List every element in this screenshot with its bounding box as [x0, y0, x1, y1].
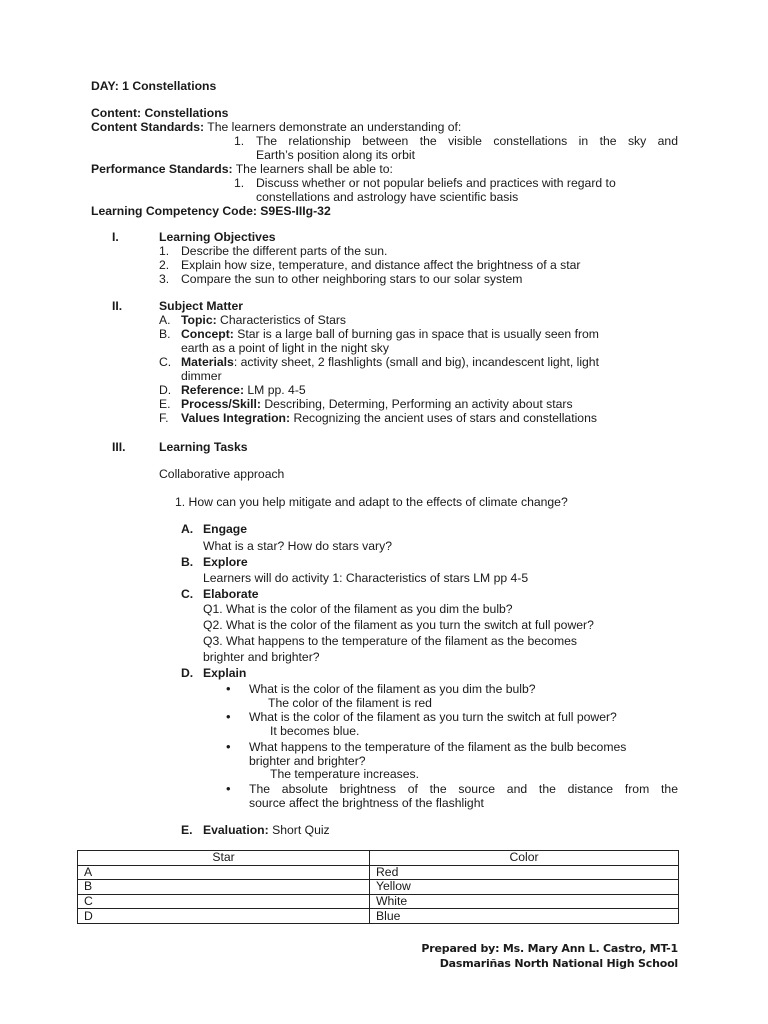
table-row [78, 880, 679, 895]
explain-answer: It becomes blue. [270, 724, 360, 738]
subject-item-text: Describing, Determing, Performing an activity about stars [264, 397, 573, 411]
table-header-row [78, 851, 679, 866]
competency-label: Learning Competency Code: [91, 204, 257, 218]
explain-statement: The absolute brightness of the source and the distance from the [249, 782, 678, 796]
explain-question: What happens to the temperature of the filament as the bulb becomes [249, 740, 627, 754]
elaborate-line: brighter and brighter? [203, 650, 320, 664]
table-cell-color: White [370, 894, 679, 909]
prepared-by: Prepared by: Ms. Mary Ann L. Castro, MT-1 [421, 942, 678, 955]
competency-line [91, 204, 331, 218]
objective-num: 2. [159, 258, 170, 272]
section3-numeral: III. [112, 440, 126, 454]
bullet-icon: • [226, 709, 231, 724]
subject-letter: A. [159, 313, 171, 327]
subject-item-label: Materials [181, 355, 234, 369]
competency-code: S9ES-IIIg-32 [260, 204, 331, 218]
section2-numeral: II. [112, 299, 123, 313]
elaborate-line: Q3. What happens to the temperature of the filament as the becomes [203, 634, 577, 648]
table-cell-star: D [78, 909, 370, 924]
subject-letter: C. [159, 355, 172, 369]
subject-item-text: LM pp. 4-5 [247, 383, 306, 397]
subject-item-text: : activity sheet, 2 flashlights (small and big), incandescent light, light [233, 355, 599, 369]
subject-item-text-cont: earth as a point of light in the night sky [181, 341, 389, 355]
explain-answer: The color of the filament is red [268, 696, 432, 710]
bullet-icon: • [226, 681, 231, 696]
elaborate-heading: Elaborate [203, 587, 259, 601]
explain-question-cont: brighter and brighter? [249, 754, 366, 768]
explain-heading: Explain [203, 666, 247, 680]
subject-item-text: Recognizing the ancient uses of stars and constellations [293, 411, 597, 425]
table-row [78, 909, 679, 924]
subject-letter: D. [159, 383, 172, 397]
performance-standards-item-line2: constellations and astrology have scientific basis [256, 190, 519, 204]
subject-letter: B. [159, 327, 171, 341]
evaluation-line [203, 823, 330, 837]
engage-text: What is a star? How do stars vary? [203, 539, 392, 553]
engage-letter: A. [181, 522, 194, 536]
evaluation-heading: Evaluation: [203, 823, 269, 837]
subject-item-values [181, 411, 597, 425]
explain-question: What is the color of the filament as you dim the bulb? [249, 682, 536, 696]
table-cell-color: Yellow [370, 880, 679, 895]
subject-letter: F. [159, 411, 169, 425]
table-header-star: Star [78, 851, 370, 866]
explain-answer: The temperature increases. [270, 767, 420, 781]
guide-question: 1. How can you help mitigate and adapt to the effects of climate change? [175, 495, 568, 509]
section3-heading: Learning Tasks [159, 440, 248, 454]
approach-text: Collaborative approach [159, 467, 285, 481]
evaluation-text: Short Quiz [272, 823, 330, 837]
subject-item-label: Topic: [181, 313, 217, 327]
subject-item-reference [181, 383, 306, 397]
subject-item-label: Reference: [181, 383, 244, 397]
explain-question: What is the color of the filament as you turn the switch at full power? [249, 710, 617, 724]
performance-standards-num: 1. [234, 176, 245, 190]
objective-num: 1. [159, 244, 170, 258]
content-standards-label: Content Standards: [91, 120, 205, 134]
subject-item-materials [181, 355, 599, 369]
objective-num: 3. [159, 272, 170, 286]
performance-standards-value: The learners shall be able to: [235, 162, 393, 176]
content-value: Constellations [144, 106, 229, 120]
explore-letter: B. [181, 555, 194, 569]
content-standards-num: 1. [234, 134, 245, 148]
performance-standards-line [91, 162, 393, 176]
content-standards-item-line2: Earth’s position along its orbit [256, 148, 415, 162]
performance-standards-item-line1: Discuss whether or not popular beliefs and practices with regard to [256, 176, 616, 190]
subject-item-concept [181, 327, 599, 341]
explain-statement-cont: source affect the brightness of the flashlight [249, 796, 484, 810]
content-standards-line [91, 120, 461, 134]
subject-item-process [181, 397, 573, 411]
explore-heading: Explore [203, 555, 248, 569]
day-title: DAY: 1 Constellations [91, 79, 217, 93]
table-row [78, 894, 679, 909]
subject-item-text: Star is a large ball of burning gas in space that is usually seen from [237, 327, 599, 341]
elaborate-line: Q2. What is the color of the filament as you turn the switch at full power? [203, 618, 594, 632]
table-header-color: Color [370, 851, 679, 866]
objective-text: Explain how size, temperature, and distance affect the brightness of a star [181, 258, 581, 272]
engage-heading: Engage [203, 522, 248, 536]
content-standards-value: The learners demonstrate an understanding of: [207, 120, 462, 134]
content-standards-item-line1: The relationship between the visible constellations in the sky and [256, 134, 678, 148]
table-cell-star: C [78, 894, 370, 909]
content-label: Content: [91, 106, 142, 120]
table-cell-star: A [78, 865, 370, 880]
bullet-icon: • [226, 781, 231, 796]
subject-item-label: Concept: [181, 327, 234, 341]
elaborate-line: Q1. What is the color of the filament as you dim the bulb? [203, 602, 513, 616]
bullet-icon: • [226, 739, 231, 754]
subject-letter: E. [159, 397, 171, 411]
table-row [78, 865, 679, 880]
content-line [91, 106, 228, 120]
subject-item-label: Process/Skill: [181, 397, 261, 411]
evaluation-table [77, 850, 679, 924]
section1-heading: Learning Objectives [159, 230, 276, 244]
section1-numeral: I. [112, 230, 119, 244]
performance-standards-label: Performance Standards: [91, 162, 233, 176]
school-name: Dasmariñas North National High School [439, 957, 678, 970]
table-cell-color: Red [370, 865, 679, 880]
evaluation-letter: E. [181, 823, 193, 837]
subject-item-text-cont: dimmer [181, 369, 222, 383]
table-cell-star: B [78, 880, 370, 895]
section2-heading: Subject Matter [159, 299, 243, 313]
objective-text: Compare the sun to other neighboring stars to our solar system [181, 272, 523, 286]
subject-item-topic [181, 313, 346, 327]
table-cell-color: Blue [370, 909, 679, 924]
objective-text: Describe the different parts of the sun. [181, 244, 388, 258]
explain-letter: D. [181, 666, 194, 680]
elaborate-letter: C. [181, 587, 194, 601]
subject-item-label: Values Integration: [181, 411, 291, 425]
explore-text: Learners will do activity 1: Characteristics of stars LM pp 4-5 [203, 571, 529, 585]
subject-item-text: Characteristics of Stars [220, 313, 347, 327]
